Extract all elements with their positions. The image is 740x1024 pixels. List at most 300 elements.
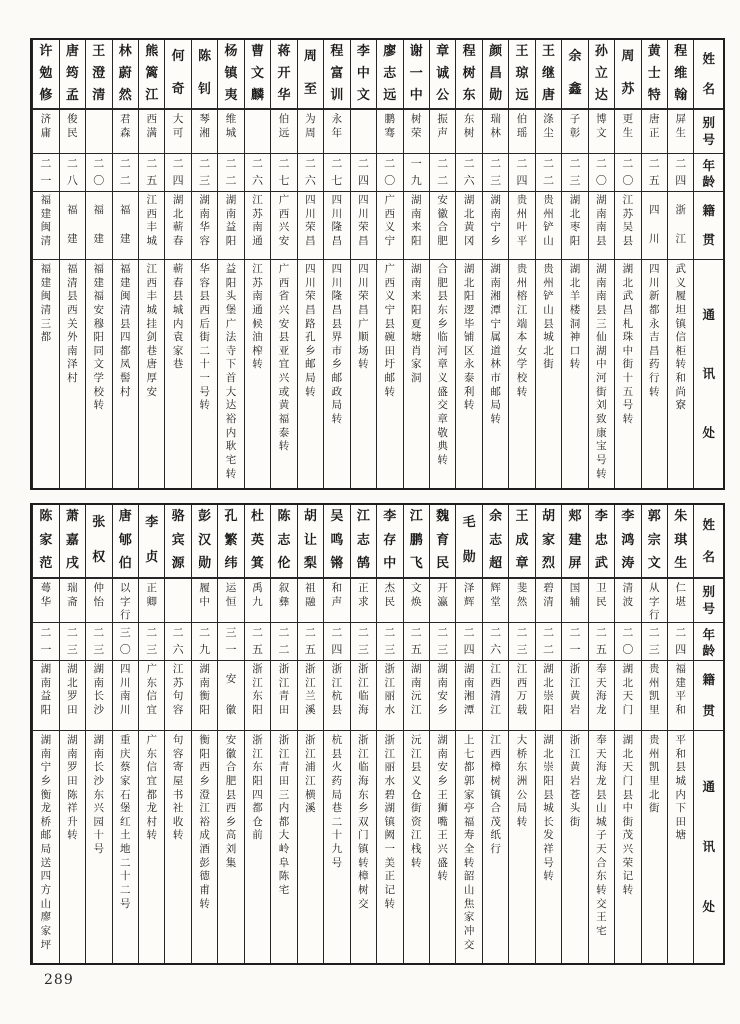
age-cell: 二 四: [351, 154, 376, 192]
person-column: [323, 40, 349, 488]
person-column: [297, 40, 323, 488]
name-cell: 王 继 唐: [536, 40, 561, 110]
age-cell: 二 三: [483, 154, 508, 192]
address-cell: 浙 江 黄 岩 苍 头 街: [569, 734, 581, 828]
origin-cell: 四 川 隆 昌: [324, 192, 349, 260]
age-cell: 二 四: [165, 154, 190, 192]
alias-cell: 俊 民: [60, 110, 85, 154]
name-cell: 谢 一 中: [404, 40, 429, 110]
address-cell: 江 西 樟 树 镇 合 茂 纸 行: [490, 734, 501, 856]
person-column: [376, 505, 402, 963]
origin-cell: 广 东 信 宜: [139, 661, 164, 731]
age-cell: 二 五: [642, 154, 667, 192]
address-cell: 四 川 荣 昌 广 顺 场 转: [358, 263, 369, 371]
person-column: [164, 505, 190, 963]
address-cell: 湖 南 南 县 三 仙 湖 中 河 街 刘 致 康 宝 号 转: [596, 263, 607, 480]
alias-cell: [351, 110, 376, 154]
name-cell: 李 忠 武: [589, 505, 614, 579]
alias-cell: 运 恒: [218, 579, 243, 623]
origin-cell: 福 建 平 和: [668, 661, 693, 731]
alias-cell: 伯 远: [271, 110, 296, 154]
origin-cell: 江 西 万 载: [509, 661, 534, 731]
age-cell: 二 〇: [615, 154, 640, 192]
alias-cell: [245, 110, 270, 154]
person-column: [244, 505, 270, 963]
person-column: [641, 505, 667, 963]
address-cell: 四 川 荣 昌 路 孔 乡 邮 局 转: [305, 263, 316, 398]
alias-cell: 禹 九: [245, 579, 270, 623]
address-cell: 湖 南 长 沙 东 兴 园 十 号: [93, 734, 105, 856]
origin-cell: 湖 南 益 阳: [33, 661, 58, 731]
origin-cell: 湖 北 罗 田: [60, 661, 85, 731]
name-cell: 王 成 章: [509, 505, 534, 579]
age-cell: 二 二: [271, 623, 296, 661]
age-cell: 二 六: [165, 623, 190, 661]
alias-cell: 泽 辉: [456, 579, 481, 623]
origin-cell: 湖 南 长 沙: [86, 661, 111, 731]
age-cell: 二 〇: [615, 623, 640, 661]
person-column: [85, 40, 111, 488]
address-cell: 浙 江 青 田 三 内 都 大 岭 阜 陈 宅: [278, 734, 290, 897]
address-cell: 合 肥 县 东 乡 临 河 章 义 盛 交 章 敬 典 转: [437, 263, 448, 466]
person-column: [112, 40, 138, 488]
address-cell: 广 东 信 宜 都 龙 村 转: [146, 734, 157, 842]
origin-cell: 四 川 荣 昌: [298, 192, 323, 260]
header-name: 姓 名: [694, 40, 723, 110]
address-cell: 浙 江 浦 江 横 溪: [305, 734, 316, 815]
origin-cell: 湖 南 衡 阳: [192, 661, 217, 731]
origin-cell: 江 苏 吴 县: [615, 192, 640, 260]
address-cell: 浙 江 临 海 东 乡 双 门 镇 转 樟 树 交: [358, 734, 369, 910]
person-column: [667, 40, 693, 488]
name-cell: 廖 志 远: [377, 40, 402, 110]
age-cell: 二 五: [298, 623, 323, 661]
age-cell: 一 九: [404, 154, 429, 192]
person-column: [191, 40, 217, 488]
name-cell: 朱 琪 生: [668, 505, 693, 579]
address-cell: 湖 北 羊 楼 洞 神 口 转: [569, 263, 581, 371]
address-cell: 湖 南 湘 潭 宁 属 道 林 市 邮 局 转: [490, 263, 501, 426]
header-alias: 别 号: [694, 579, 723, 623]
person-column: [244, 40, 270, 488]
age-cell: 二 四: [668, 623, 693, 661]
address-cell: 福 建 闽 清 三 都: [40, 263, 52, 344]
age-cell: 二 六: [298, 154, 323, 192]
address-cell: 武 义 履 坦 镇 信 柜 转 和 尚 寮: [675, 263, 686, 412]
person-column: [297, 505, 323, 963]
person-column: [350, 40, 376, 488]
age-cell: 二 三: [642, 623, 667, 661]
origin-cell: 湖 北 枣 阳: [562, 192, 587, 260]
origin-cell: 浙 江 青 田: [271, 661, 296, 731]
age-cell: 二 八: [60, 154, 85, 192]
name-cell: 余 志 超: [483, 505, 508, 579]
origin-cell: 贵 州 叶 平: [509, 192, 534, 260]
address-cell: 广 西 义 宁 县 碗 田 圩 邮 转: [384, 263, 396, 398]
name-cell: 黄 士 特: [642, 40, 667, 110]
alias-cell: 涤 尘: [536, 110, 561, 154]
address-cell: 江 西 丰 城 挂 剑 巷 唐 厚 安: [146, 263, 157, 398]
age-cell: 二 三: [562, 154, 587, 192]
alias-cell: [86, 110, 111, 154]
age-cell: 三 一: [218, 623, 243, 661]
alias-cell: 维 城: [218, 110, 243, 154]
name-cell: 杜 英 箕: [245, 505, 270, 579]
person-column: [32, 505, 58, 963]
age-cell: 二 四: [668, 154, 693, 192]
alias-cell: 国 辅: [562, 579, 587, 623]
age-cell: 二 四: [456, 623, 481, 661]
age-cell: 三 〇: [113, 623, 138, 661]
header-origin: 籍 贯: [694, 661, 723, 731]
name-cell: 杨 镇 夷: [218, 40, 243, 110]
person-column: [455, 505, 481, 963]
age-cell: 二 五: [139, 154, 164, 192]
name-cell: 萧 嘉 戌: [60, 505, 85, 579]
address-cell: 福 清 县 西 关 外 南 泽 村: [67, 263, 78, 385]
name-cell: 王 澄 清: [86, 40, 111, 110]
header-column: [693, 40, 723, 488]
origin-cell: 湖 南 湘 潭: [456, 661, 481, 731]
name-cell: 胡 让 梨: [298, 505, 323, 579]
age-cell: 二 五: [589, 623, 614, 661]
address-cell: 四 川 隆 昌 县 界 市 乡 邮 政 局 转: [331, 263, 343, 426]
age-cell: 二 四: [509, 154, 534, 192]
origin-cell: 湖 北 黄 冈: [456, 192, 481, 260]
age-cell: 二 五: [245, 623, 270, 661]
name-cell: 唐 郇 伯: [113, 505, 138, 579]
name-cell: 蒋 开 华: [271, 40, 296, 110]
name-cell: 陈 家 范: [33, 505, 58, 579]
address-cell: 益 阳 头 堡 广 法 寺 下 首 大 达 裕 内 耿 宅 转: [225, 263, 237, 480]
origin-cell: 湖 南 华 容: [192, 192, 217, 260]
person-column: [482, 40, 508, 488]
age-cell: 二 三: [430, 623, 455, 661]
person-column: [59, 40, 85, 488]
registry-table-bottom: [30, 503, 725, 965]
alias-cell: 仲 怡: [86, 579, 111, 623]
address-cell: 贵 州 榕 江 端 本 女 学 校 转: [516, 263, 528, 398]
address-cell: 湖 南 罗 田 陈 祥 升 转: [67, 734, 78, 842]
page-number: 289: [44, 972, 74, 988]
person-column: [138, 40, 164, 488]
alias-cell: 从 字 行: [642, 579, 667, 623]
name-cell: 章 诚 公: [430, 40, 455, 110]
address-cell: 平 和 县 城 内 下 田 塘: [675, 734, 686, 842]
origin-cell: 贵 州 凯 里: [642, 661, 667, 731]
age-cell: 二 二: [536, 623, 561, 661]
person-column: [508, 40, 534, 488]
origin-cell: 湖 南 安 乡: [430, 661, 455, 731]
age-cell: 二 七: [271, 154, 296, 192]
alias-cell: 卫 民: [589, 579, 614, 623]
name-cell: 李 鸿 涛: [615, 505, 640, 579]
address-cell: 大 桥 东 洲 公 局 转: [516, 734, 528, 828]
name-cell: 周 至: [298, 40, 323, 110]
person-column: [217, 505, 243, 963]
header-address: 通 讯 处: [702, 778, 715, 914]
person-column: [588, 40, 614, 488]
origin-cell: 江 西 清 江: [483, 661, 508, 731]
address-cell: 江 苏 南 通 候 油 榨 转: [252, 263, 263, 371]
alias-cell: 西 满: [139, 110, 164, 154]
address-cell: 贵 州 铲 山 县 城 北 街: [543, 263, 554, 371]
alias-cell: 仁 堪: [668, 579, 693, 623]
origin-cell: 湖 南 沅 江: [404, 661, 429, 731]
name-cell: 陈 钊: [192, 40, 217, 110]
origin-cell: 广 西 兴 安: [271, 192, 296, 260]
name-cell: 孔 繁 纬: [218, 505, 243, 579]
alias-cell: [165, 579, 190, 623]
header-address: 通 讯 处: [702, 307, 715, 440]
address-cell: 衡 阳 西 乡 澄 江 裕 成 酒 彭 德 甫 转: [199, 734, 210, 910]
origin-cell: 湖 南 宁 乡: [483, 192, 508, 260]
name-cell: 毛 勋: [456, 505, 481, 579]
origin-cell: 四 川 荣 昌: [351, 192, 376, 260]
address-cell: 湖 北 天 门 县 中 街 茂 兴 荣 记 转: [622, 734, 634, 897]
header-age: 年 龄: [694, 154, 723, 192]
origin-cell: 江 苏 句 容: [165, 661, 190, 731]
origin-cell: 福 建 闽 清: [33, 192, 58, 260]
name-cell: 程 树 东: [456, 40, 481, 110]
name-cell: 郭 宗 文: [642, 505, 667, 579]
age-cell: 二 六: [456, 154, 481, 192]
name-cell: 江 志 鹄: [351, 505, 376, 579]
person-column: [32, 40, 58, 488]
name-cell: 程 富 训: [324, 40, 349, 110]
person-column: [614, 40, 640, 488]
alias-cell: 正 卿: [139, 579, 164, 623]
address-cell: 贵 州 凯 里 北 街: [649, 734, 660, 815]
name-cell: 李 中 文: [351, 40, 376, 110]
alias-cell: 斐 然: [509, 579, 534, 623]
age-cell: 二 三: [139, 623, 164, 661]
person-column: [482, 505, 508, 963]
alias-cell: 为 周: [298, 110, 323, 154]
person-column: [429, 505, 455, 963]
person-column: [588, 505, 614, 963]
address-cell: 湖 南 来 阳 夏 塘 肖 家 洞: [410, 263, 422, 385]
alias-cell: 清 波: [615, 579, 640, 623]
age-cell: 二 六: [483, 623, 508, 661]
age-cell: 二 六: [245, 154, 270, 192]
person-column: [641, 40, 667, 488]
alias-cell: 济 庸: [33, 110, 58, 154]
person-column: [376, 40, 402, 488]
person-column: [535, 40, 561, 488]
alias-cell: 君 森: [113, 110, 138, 154]
address-cell: 湖 南 宁 乡 衡 龙 桥 邮 局 送 四 方 山 廖 家 坪: [40, 734, 52, 951]
alias-cell: 博 文: [589, 110, 614, 154]
person-column: [403, 40, 429, 488]
header-name: 姓 名: [694, 505, 723, 579]
address-cell: 福 建 福 安 穆 阳 同 文 学 校 转: [93, 263, 105, 412]
person-column: [191, 505, 217, 963]
name-cell: 彭 汉 勋: [192, 505, 217, 579]
alias-cell: 碧 清: [536, 579, 561, 623]
alias-cell: 树 荣: [404, 110, 429, 154]
person-column: [270, 40, 296, 488]
origin-cell: 浙 江: [668, 192, 693, 260]
name-cell: 孙 立 达: [589, 40, 614, 110]
origin-cell: 福 建: [86, 192, 111, 260]
origin-cell: 浙 江 杭 县: [324, 661, 349, 731]
name-cell: 吴 鸣 锵: [324, 505, 349, 579]
person-column: [614, 505, 640, 963]
address-cell: 湖 南 安 乡 王 狮 嘴 王 兴 盛 转: [437, 734, 448, 883]
age-cell: 二 三: [192, 154, 217, 192]
origin-cell: 四 川: [642, 192, 667, 260]
person-column: [350, 505, 376, 963]
age-cell: 二 〇: [377, 154, 402, 192]
address-cell: 浙 江 东 阳 四 都 仓 前: [252, 734, 263, 842]
origin-cell: 湖 南 来 阳: [404, 192, 429, 260]
name-cell: 林 蔚 然: [113, 40, 138, 110]
address-cell: 福 建 闽 清 县 四 都 凤 髻 村: [119, 263, 131, 398]
header-origin: 籍 贯: [694, 192, 723, 260]
origin-cell: 湖 北 天 门: [615, 661, 640, 731]
age-cell: 二 一: [33, 623, 58, 661]
name-cell: 李 存 中: [377, 505, 402, 579]
age-cell: 二 五: [404, 623, 429, 661]
name-cell: 郏 建 屏: [562, 505, 587, 579]
alias-cell: 和 声: [324, 579, 349, 623]
alias-cell: 瑞 林: [483, 110, 508, 154]
person-column: [403, 505, 429, 963]
address-cell: 杭 县 火 药 局 巷 二 十 九 号: [331, 734, 343, 869]
age-cell: 二 三: [60, 623, 85, 661]
name-cell: 江 鹏 飞: [404, 505, 429, 579]
alias-cell: 永 年: [324, 110, 349, 154]
age-cell: 二 二: [113, 154, 138, 192]
name-cell: 曹 文 麟: [245, 40, 270, 110]
origin-cell: 浙 江 丽 水: [377, 661, 402, 731]
age-cell: 二 〇: [589, 154, 614, 192]
alias-cell: 瑞 斋: [60, 579, 85, 623]
alias-cell: 正 求: [351, 579, 376, 623]
address-cell: 华 容 县 西 后 街 二 十 一 号 转: [199, 263, 210, 412]
alias-cell: 蕚 华: [33, 579, 58, 623]
alias-cell: 文 焕: [404, 579, 429, 623]
age-cell: 二 二: [430, 154, 455, 192]
header-alias: 别 号: [694, 110, 723, 154]
age-cell: 二 〇: [86, 154, 111, 192]
address-cell: 蕲 春 县 城 内 袁 家 巷: [172, 263, 184, 371]
alias-cell: 辉 堂: [483, 579, 508, 623]
alias-cell: 更 生: [615, 110, 640, 154]
name-cell: 胡 家 烈: [536, 505, 561, 579]
age-cell: 二 二: [536, 154, 561, 192]
name-cell: 何 奇: [165, 40, 190, 110]
person-column: [455, 40, 481, 488]
name-cell: 程 维 翰: [668, 40, 693, 110]
alias-cell: 履 中: [192, 579, 217, 623]
origin-cell: 浙 江 黄 岩: [562, 661, 587, 731]
origin-cell: 江 苏 南 通: [245, 192, 270, 260]
origin-cell: 浙 江 兰 溪: [298, 661, 323, 731]
age-cell: 二 三: [86, 623, 111, 661]
alias-cell: 鹏 骞: [377, 110, 402, 154]
alias-cell: 子 彰: [562, 110, 587, 154]
origin-cell: 福 建: [60, 192, 85, 260]
name-cell: 张 权: [86, 505, 111, 579]
name-cell: 熊 篱 江: [139, 40, 164, 110]
age-cell: 二 九: [192, 623, 217, 661]
age-cell: 二 三: [509, 623, 534, 661]
age-cell: 二 三: [377, 623, 402, 661]
address-cell: 重 庆 蔡 家 石 堡 红 土 地 二 十 二 号: [119, 734, 131, 910]
alias-cell: 祖 融: [298, 579, 323, 623]
alias-cell: 伯 瑶: [509, 110, 534, 154]
age-cell: 二 二: [218, 154, 243, 192]
address-cell: 句 容 寄 屋 书 社 收 转: [172, 734, 184, 842]
age-cell: 二 三: [351, 623, 376, 661]
person-column: [164, 40, 190, 488]
origin-cell: 奉 天 海 龙: [589, 661, 614, 731]
age-cell: 二 一: [33, 154, 58, 192]
alias-cell: 大 可: [165, 110, 190, 154]
address-cell: 沅 江 县 义 仓 街 资 江 栈 转: [410, 734, 422, 869]
person-column: [270, 505, 296, 963]
origin-cell: 浙 江 临 海: [351, 661, 376, 731]
origin-cell: 安 徽: [218, 661, 243, 731]
person-column: [138, 505, 164, 963]
name-cell: 魏 育 民: [430, 505, 455, 579]
address-cell: 湖 北 崇 阳 县 城 长 发 祥 号 转: [543, 734, 554, 883]
origin-cell: 贵 州 铲 山: [536, 192, 561, 260]
age-cell: 二 七: [324, 154, 349, 192]
name-cell: 颜 昌 勋: [483, 40, 508, 110]
name-cell: 骆 宾 源: [165, 505, 190, 579]
origin-cell: 湖 南 南 县: [589, 192, 614, 260]
alias-cell: 叙 彝: [271, 579, 296, 623]
address-cell: 广 西 省 兴 安 县 亚 宜 兴 或 黄 福 泰 转: [278, 263, 290, 453]
name-cell: 唐 筠 孟: [60, 40, 85, 110]
origin-cell: 福 建: [113, 192, 138, 260]
person-column: [323, 505, 349, 963]
origin-cell: 江 西 丰 城: [139, 192, 164, 260]
person-column: [59, 505, 85, 963]
address-cell: 安 徽 合 肥 县 西 乡 高 刘 集: [225, 734, 237, 869]
address-cell: 上 七 都 郭 家 亭 福 寿 全 转 韶 山 焦 家 冲 交: [463, 734, 475, 951]
person-column: [217, 40, 243, 488]
origin-cell: 湖 南 益 阳: [218, 192, 243, 260]
origin-cell: 湖 北 崇 阳: [536, 661, 561, 731]
header-column: [693, 505, 723, 963]
alias-cell: 屏 生: [668, 110, 693, 154]
registry-table-top: [30, 38, 725, 490]
address-cell: 奉 天 海 龙 县 山 城 子 天 合 东 转 交 王 宅: [596, 734, 607, 937]
alias-cell: 东 树: [456, 110, 481, 154]
alias-cell: 以 字 行: [113, 579, 138, 623]
name-cell: 许 勉 修: [33, 40, 58, 110]
address-cell: 四 川 新 都 永 吉 昌 药 行 转: [649, 263, 660, 398]
name-cell: 李 贞: [139, 505, 164, 579]
person-column: [561, 505, 587, 963]
name-cell: 周 苏: [615, 40, 640, 110]
origin-cell: 浙 江 东 阳: [245, 661, 270, 731]
name-cell: 余 鑫: [562, 40, 587, 110]
person-column: [667, 505, 693, 963]
age-cell: 二 一: [562, 623, 587, 661]
person-column: [112, 505, 138, 963]
person-column: [429, 40, 455, 488]
person-column: [561, 40, 587, 488]
name-cell: 王 琼 远: [509, 40, 534, 110]
name-cell: 陈 志 伦: [271, 505, 296, 579]
alias-cell: 开 瀛: [430, 579, 455, 623]
alias-cell: 杰 民: [377, 579, 402, 623]
